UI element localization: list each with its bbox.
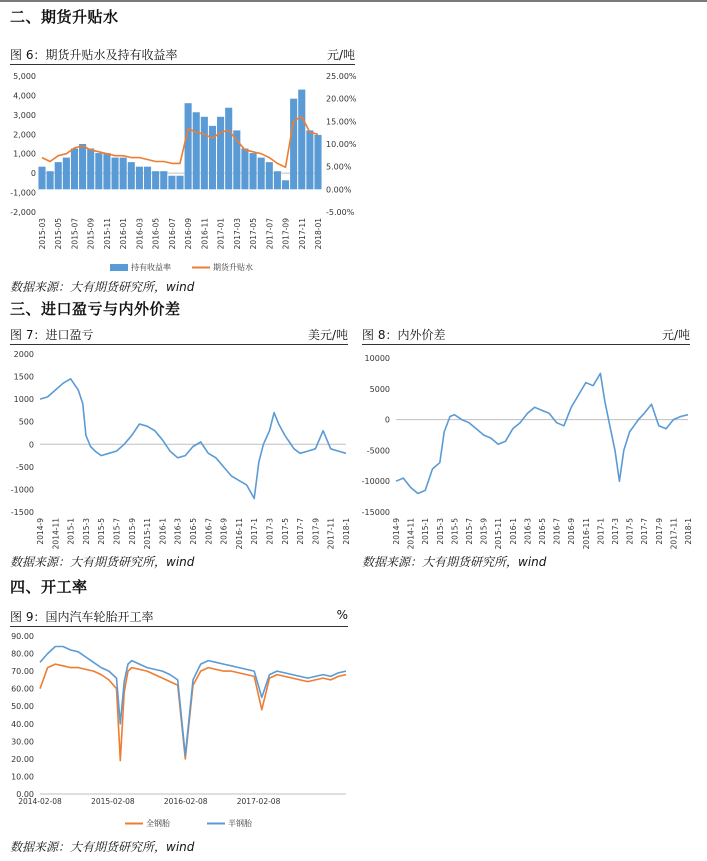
x-tick-label: 2016-09	[184, 218, 194, 250]
section-title-3: 三、进口盈亏与内外价差	[10, 300, 181, 318]
fig7-chart	[10, 346, 350, 552]
bar	[241, 149, 248, 190]
x-tick-label: 2016-03	[135, 218, 145, 250]
bar	[274, 171, 281, 189]
top-rule	[0, 0, 707, 2]
y-tick-label: -15000	[361, 508, 390, 517]
bar	[128, 162, 135, 189]
x-tick-label: 2016-11	[234, 518, 244, 550]
x-tick-label: 2015-09	[86, 218, 96, 250]
x-tick-label: 2015-7	[112, 518, 122, 545]
x-tick-label: 2018-01	[314, 218, 323, 250]
x-tick-label: 2016-9	[567, 518, 577, 545]
x-tick-label: 2017-5	[625, 518, 635, 545]
section-title-4: 四、开工率	[10, 578, 88, 596]
y2-tick-label: 25.00%	[326, 72, 357, 81]
x-tick-label: 2016-7	[552, 518, 562, 545]
x-tick-label: 2017-05	[249, 218, 259, 250]
bar	[176, 176, 183, 190]
x-tick-label: 2018-1	[342, 518, 351, 545]
y-tick-label: 20.00	[11, 754, 34, 764]
x-tick-label: 2015-3	[81, 518, 91, 545]
fig6-header	[10, 44, 355, 65]
bar	[120, 158, 127, 190]
fig6-title: 图 6：期货升贴水及持有收益率	[10, 48, 178, 62]
bar	[209, 126, 216, 189]
bar	[266, 162, 273, 189]
y-tick-label: 1,000	[13, 149, 36, 159]
legend-label: 持有收益率	[131, 263, 171, 272]
y-tick-label: 0	[384, 415, 390, 425]
x-tick-label: 2017-1	[250, 518, 260, 545]
bar	[185, 103, 192, 189]
x-tick-label: 2016-7	[204, 518, 214, 545]
x-tick-label: 2017-11	[297, 218, 307, 250]
x-tick-label: 2017-07	[265, 218, 275, 250]
y2-tick-label: 20.00%	[326, 94, 357, 104]
y2-tick-label: 10.00%	[326, 140, 357, 149]
y-tick-label: 2000	[13, 350, 34, 359]
y2-tick-label: -5.00%	[326, 208, 355, 217]
y-tick-label: 5,000	[13, 72, 36, 81]
x-tick-label: 2014-11	[51, 518, 61, 550]
bar	[79, 144, 86, 189]
bar	[306, 130, 313, 189]
bar	[225, 108, 232, 190]
x-tick-label: 2015-9	[479, 518, 489, 545]
fig6-unit: 元/吨	[326, 48, 355, 62]
x-tick-label: 2016-1	[508, 518, 518, 545]
x-tick-label: 2015-5	[450, 518, 460, 545]
legend-label: 全钢胎	[146, 819, 170, 828]
y-tick-label: 4,000	[13, 91, 36, 101]
y-tick-label: 40.00	[11, 719, 34, 729]
x-tick-label: 2014-9	[392, 518, 401, 545]
x-tick-label: 2015-11	[102, 218, 112, 250]
x-tick-label: 2015-9	[127, 518, 137, 545]
bar	[258, 158, 265, 190]
bar	[63, 158, 70, 190]
bar	[217, 117, 224, 190]
legend-label: 期货升贴水	[213, 263, 253, 272]
y-tick-label: -1,000	[10, 188, 36, 198]
fig9-chart	[10, 628, 350, 834]
y-tick-label: 70.00	[11, 667, 34, 677]
x-tick-label: 2016-5	[538, 518, 547, 545]
y-tick-label: -2,000	[10, 208, 36, 217]
x-tick-label: 2015-3	[435, 518, 445, 545]
x-tick-label: 2016-3	[173, 518, 183, 545]
x-tick-label: 2017-7	[296, 518, 306, 545]
bar	[103, 153, 110, 189]
x-tick-label: 2016-07	[167, 218, 177, 250]
x-tick-label: 2016-5	[189, 518, 198, 545]
legend-label: 半钢胎	[228, 819, 252, 828]
bar	[250, 153, 257, 189]
x-tick-label: 2016-11	[581, 518, 591, 550]
fig8-title: 图 8：内外价差	[362, 328, 446, 342]
x-tick-label: 2015-05	[54, 218, 64, 250]
x-tick-label: 2017-09	[281, 218, 291, 250]
section-title-2: 二、期货升贴水	[10, 8, 119, 26]
y-tick-label: 0	[28, 440, 34, 450]
fig7-unit: 美元/吨	[307, 328, 348, 342]
x-tick-label: 2016-3	[523, 518, 533, 545]
y-tick-label: -500	[15, 462, 34, 472]
x-tick-label: 2015-11	[494, 518, 504, 550]
y-tick-label: 5000	[369, 384, 390, 394]
x-tick-label: 2017-7	[640, 518, 650, 545]
fig9-title: 图 9：国内汽车轮胎开工率	[10, 610, 154, 624]
series-line	[40, 379, 346, 499]
x-tick-label: 2016-1	[158, 518, 168, 545]
y-tick-label: -1500	[10, 508, 34, 517]
y-tick-label: 60.00	[11, 684, 34, 694]
x-tick-label: 2015-11	[143, 518, 153, 550]
bar	[144, 167, 151, 190]
x-tick-label: 2017-1	[596, 518, 606, 545]
bar	[298, 90, 305, 190]
bar	[55, 162, 62, 189]
y2-tick-label: 5.00%	[326, 162, 352, 172]
bar	[112, 158, 119, 190]
bar	[168, 176, 175, 190]
y-tick-label: 10000	[364, 354, 390, 363]
y-tick-label: 90.00	[11, 632, 34, 641]
bar	[201, 117, 208, 190]
x-tick-label: 2017-02-08	[236, 797, 281, 806]
x-tick-label: 2016-9	[219, 518, 229, 545]
x-tick-label: 2017-11	[669, 518, 679, 550]
x-tick-label: 2014-11	[406, 518, 416, 550]
y2-tick-label: 15.00%	[326, 117, 357, 127]
fig9-source: 数据来源：大有期货研究所，wind	[10, 840, 195, 854]
x-tick-label: 2015-1	[421, 518, 431, 545]
fig8-unit: 元/吨	[661, 328, 690, 342]
x-tick-label: 2015-7	[465, 518, 474, 545]
x-tick-label: 2016-11	[200, 218, 210, 250]
fig8-header	[362, 324, 690, 345]
bar	[314, 135, 321, 189]
bar	[95, 153, 102, 189]
x-tick-label: 2016-05	[151, 218, 161, 250]
x-tick-label: 2015-1	[66, 518, 76, 545]
y-tick-label: 500	[18, 417, 34, 427]
x-tick-label: 2015-07	[70, 218, 80, 250]
fig7-header	[10, 324, 348, 345]
bar	[152, 171, 159, 189]
y-tick-label: -1000	[10, 485, 34, 495]
bar	[282, 180, 289, 189]
bar	[290, 99, 297, 190]
x-tick-label: 2015-03	[38, 218, 47, 250]
bar	[38, 167, 45, 190]
y-tick-label: 30.00	[11, 737, 34, 747]
y-tick-label: -10000	[361, 477, 390, 487]
bar	[160, 171, 167, 189]
bar	[87, 149, 94, 190]
legend-swatch	[110, 264, 128, 271]
x-tick-label: 2017-9	[654, 518, 664, 545]
x-tick-label: 2017-9	[311, 518, 321, 545]
x-tick-label: 2014-02-08	[18, 797, 62, 806]
fig6-chart	[10, 66, 355, 276]
y-tick-label: 80.00	[11, 649, 34, 659]
x-tick-label: 2017-01	[216, 218, 226, 250]
y-tick-label: 10.00	[11, 772, 34, 782]
x-tick-label: 2016-01	[119, 218, 129, 250]
bar	[71, 149, 78, 190]
y-tick-label: 3,000	[13, 110, 36, 120]
series-line	[396, 373, 688, 493]
y-tick-label: 50.00	[11, 702, 34, 712]
series-line	[40, 647, 346, 756]
bar	[193, 112, 200, 189]
fig7-source: 数据来源：大有期货研究所，wind	[10, 555, 195, 569]
y-tick-label: 2,000	[13, 130, 36, 140]
bar	[136, 167, 143, 190]
y-tick-label: 0.00	[16, 790, 34, 799]
x-tick-label: 2015-02-08	[91, 797, 135, 806]
fig8-source: 数据来源：大有期货研究所，wind	[362, 555, 547, 569]
x-tick-label: 2017-5	[280, 518, 290, 545]
x-tick-label: 2018-1	[684, 518, 693, 545]
fig7-title: 图 7：进口盈亏	[10, 328, 94, 342]
fig9-header	[10, 606, 348, 627]
y-tick-label: 0	[30, 169, 36, 179]
y-tick-label: 1500	[13, 372, 34, 382]
bar	[47, 171, 54, 189]
x-tick-label: 2017-3	[265, 518, 275, 545]
x-tick-label: 2017-03	[232, 218, 242, 250]
y-tick-label: 1000	[13, 395, 34, 405]
x-tick-label: 2015-5	[97, 518, 107, 545]
x-tick-label: 2017-3	[611, 518, 620, 545]
x-tick-label: 2014-9	[36, 518, 45, 545]
y2-tick-label: 0.00%	[326, 185, 352, 195]
y-tick-label: -5000	[366, 446, 390, 456]
fig9-unit: %	[336, 608, 348, 622]
fig6-source: 数据来源：大有期货研究所，wind	[10, 280, 195, 294]
x-tick-label: 2017-11	[326, 518, 336, 550]
x-tick-label: 2016-02-08	[163, 797, 208, 806]
fig8-chart	[362, 346, 692, 552]
